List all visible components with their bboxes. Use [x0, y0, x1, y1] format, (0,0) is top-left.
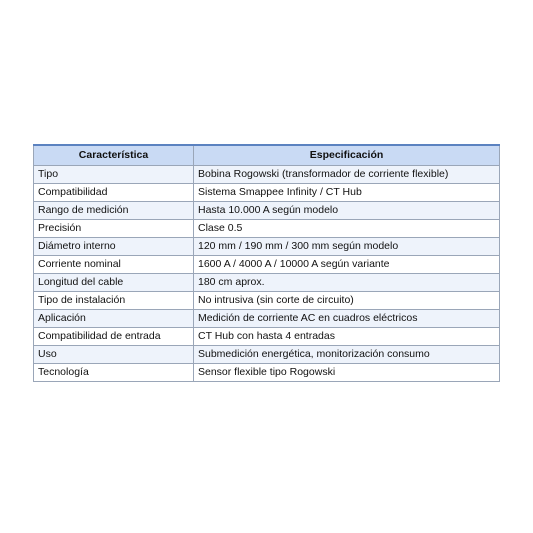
- row-label: Precisión: [34, 219, 194, 237]
- spec-table-header: [34, 145, 500, 165]
- row-value: Sensor flexible tipo Rogowski: [194, 363, 500, 381]
- row-value: Medición de corriente AC en cuadros eléctricos: [194, 309, 500, 327]
- header-row: [34, 145, 500, 165]
- row-label: Corriente nominal: [34, 255, 194, 273]
- table-row: [34, 273, 500, 291]
- row-label: Rango de medición: [34, 201, 194, 219]
- row-value: Sistema Smappee Infinity / CT Hub: [194, 183, 500, 201]
- row-value: 180 cm aprox.: [194, 273, 500, 291]
- header-caracteristica: Característica: [34, 145, 194, 165]
- row-value: Submedición energética, monitorización consumo: [194, 345, 500, 363]
- table-row: [34, 237, 500, 255]
- table-row: [34, 165, 500, 183]
- row-value: Clase 0.5: [194, 219, 500, 237]
- row-label: Uso: [34, 345, 194, 363]
- table-row: [34, 219, 500, 237]
- row-value: 120 mm / 190 mm / 300 mm según modelo: [194, 237, 500, 255]
- table-row: [34, 291, 500, 309]
- row-value: No intrusiva (sin corte de circuito): [194, 291, 500, 309]
- header-especificacion: Especificación: [194, 145, 500, 165]
- spec-table: [33, 144, 500, 382]
- table-row: [34, 345, 500, 363]
- row-value: CT Hub con hasta 4 entradas: [194, 327, 500, 345]
- row-label: Diámetro interno: [34, 237, 194, 255]
- row-label: Compatibilidad de entrada: [34, 327, 194, 345]
- table-row: [34, 363, 500, 381]
- table-row: [34, 327, 500, 345]
- table-row: [34, 183, 500, 201]
- row-label: Tipo de instalación: [34, 291, 194, 309]
- table-row: [34, 309, 500, 327]
- spec-table-body: [34, 165, 500, 381]
- row-value: Bobina Rogowski (transformador de corriente flexible): [194, 165, 500, 183]
- row-value: 1600 A / 4000 A / 10000 A según variante: [194, 255, 500, 273]
- row-label: Longitud del cable: [34, 273, 194, 291]
- row-label: Tipo: [34, 165, 194, 183]
- table-row: [34, 255, 500, 273]
- table-row: [34, 201, 500, 219]
- row-label: Tecnología: [34, 363, 194, 381]
- row-label: Aplicación: [34, 309, 194, 327]
- row-value: Hasta 10.000 A según modelo: [194, 201, 500, 219]
- row-label: Compatibilidad: [34, 183, 194, 201]
